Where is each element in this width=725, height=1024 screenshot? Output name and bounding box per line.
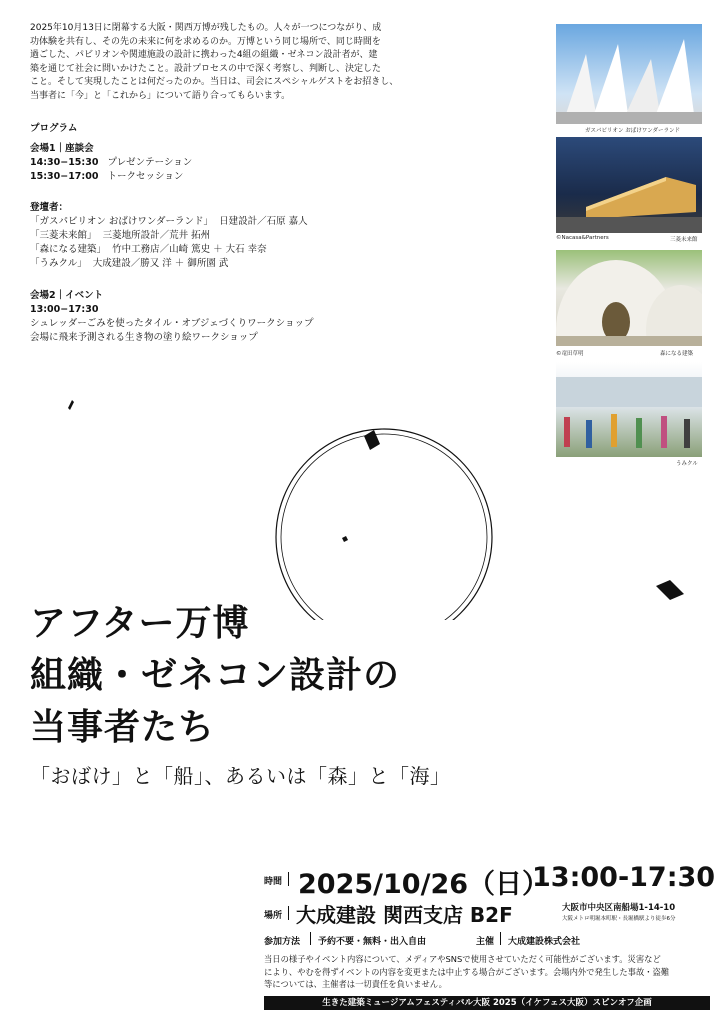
place-label: 場所 [264,911,283,921]
venue1-heading: 会場1｜座談会 [30,143,94,154]
host-label: 主催 [476,937,495,947]
speakers-heading: 登壇者： [30,202,69,213]
venue2-time: 13:00−17:30 [30,304,99,315]
photo-caption: 森になる建築 [660,351,694,357]
schedule-label: トークセッション [107,171,184,182]
speakers-section [30,201,308,271]
footer-banner: 生きた建築ミュージアムフェスティバル大阪 2025（イケフェス大阪）スピンオフ企画 [264,996,710,1010]
photo-gas-pavilion [556,24,702,124]
intro-line: 築を通じて社会に問いかけたこと。設計プロセスの中で深く考察し、判断し、決定した [30,63,382,74]
label-divider [288,906,289,920]
venue2-section [30,289,313,345]
speaker-row [30,257,308,271]
speaker-work: 「ガスパビリオン おばけワンダーランド」 [30,216,214,227]
method-label: 参加方法 [264,937,301,947]
intro-line: 2025年10月13日に閉幕する大阪・関西万博が残したもの。人々が一つにつながり、成 [30,23,382,33]
speaker-work: 「森になる建築」 [30,244,107,255]
notice-line: 当日の様子やイベント内容について、メディアやSNSで使用させていただく可能性がございます。災害など [264,954,661,964]
photo-credit: ©Nacasa&Partners [556,235,609,241]
event-place: 大成建設 関西支店 B2F [296,903,513,927]
subtitle: 「おばけ」と「船」、あるいは「森」と「海」 [30,764,451,788]
photo-mitsubishi [556,137,702,233]
speaker-row [30,229,308,243]
title-line: アフター万博 [30,603,250,644]
label-divider [310,932,311,945]
venue2-heading: 会場2｜イベント [30,290,104,301]
speaker-row [30,215,308,229]
intro-paragraph [30,22,525,103]
speaker-people: 大成建設／勝又 洋 ＋ 御所園 武 [92,258,229,269]
gas-pavilion-image [556,24,702,124]
program-heading: プログラム [30,123,78,134]
schedule-time: 14:30−15:30 [30,157,99,168]
notice-line: により、やむを得ずイベントの内容を変更または中止する場合がございます。会場内外で発生した事故・盗難 [264,966,670,977]
label-divider [500,932,501,945]
main-title [30,598,400,754]
photo-caption: うみクル [676,461,698,467]
schedule-time: 15:30−17:00 [30,171,99,182]
intro-line: 過ごした、パビリオンや関連施設の設計に携わった4組の組織・ゼネコン設計者が、建 [30,50,378,60]
speaker-work: 「三菱未来館」 [30,230,97,241]
schedule-label: プレゼンテーション [107,157,193,168]
intro-line: 功体験を共有し、その先の未来に何を求めるのか。万博という同じ場所で、同じ時間を [30,36,381,47]
speaker-row [30,243,308,257]
event-access: 大阪メトロ明堀本町駅・長堀橋駅より徒歩6分 [562,916,676,922]
photo-credit: ©竜田草明 [556,351,584,357]
venue1-section [30,142,192,184]
speaker-people: 日建設計／石原 嘉人 [219,216,308,227]
intro-line: 当事者に「今」と「これから」について語り合ってもらいます。 [30,90,291,101]
notice-line: 等については、主催者は一切責任を負いません。 [264,979,447,989]
event-date: 2025/10/26（日） [298,869,550,900]
intro-line: こと。そして実現したことは何だったのか。当日は、司会にスペシャルゲストをお招きし、 [30,77,399,87]
mitsubishi-image [556,137,702,233]
label-divider [288,872,289,886]
speaker-people: 竹中工務店／山崎 篤史 ＋ 大石 幸奈 [112,244,267,255]
time-label: 時間 [264,877,283,887]
event-hours: 13:00-17:30 [532,862,716,893]
event-method: 予約不要・無料・出入自由 [318,937,427,947]
decorative-ring-graphic [0,380,725,620]
forest-architecture-image [556,250,702,346]
speaker-people: 三菱地所設計／荒井 拓州 [102,230,211,241]
speaker-work: 「うみクル」 [30,258,87,269]
schedule-row [30,156,192,170]
photo-forest-architecture [556,250,702,346]
workshop-item: シュレッダーごみを使ったタイル・オブジェづくりワークショップ [30,318,314,329]
title-line: 組織・ゼネコン設計の [30,655,401,696]
photo-caption: 三菱未来館 [670,237,698,243]
workshop-item: 会場に飛来予測される生き物の塗り絵ワークショップ [30,332,258,343]
notice-text [264,953,710,991]
title-line: 当事者たち [30,707,216,748]
schedule-row [30,170,192,184]
photo-caption: ガスパビリオン おばけワンダーランド [585,128,680,134]
event-host: 大成建設株式会社 [508,937,581,947]
event-address: 大阪市中央区南船場1-14-10 [562,903,676,913]
